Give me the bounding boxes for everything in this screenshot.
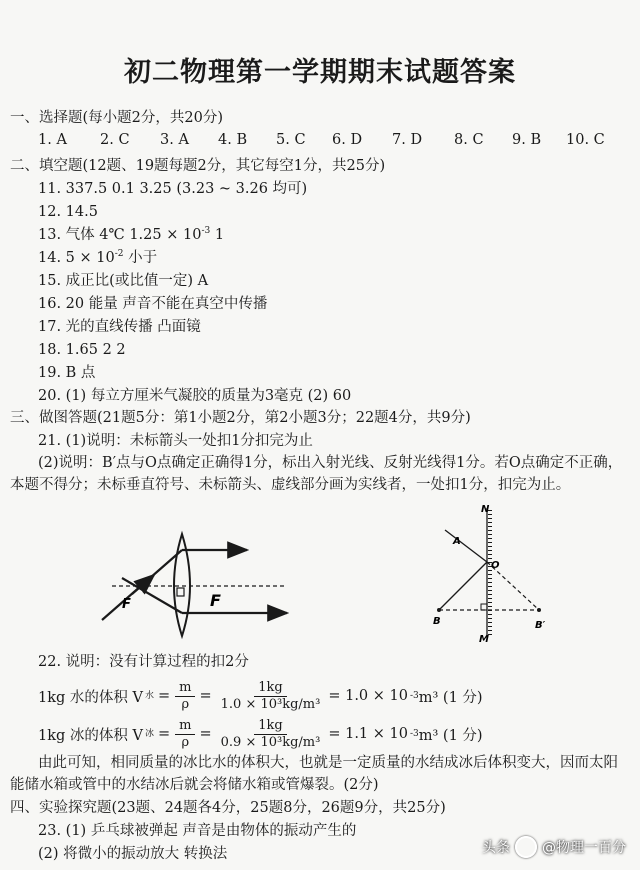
numerator: 1kg bbox=[254, 718, 286, 735]
fill-answer-14-tail: 小于 bbox=[123, 250, 158, 266]
q21-note-1: 21. (1)说明：未标箭头一处扣1分扣完为止 bbox=[38, 433, 313, 449]
unit-score: m³ (1 分) bbox=[418, 689, 483, 706]
fill-answer-12: 12. 14.5 bbox=[38, 204, 98, 220]
section-heading-experiment: 四、实验探究题(23题、24题各4分，25题8分，26题9分，共25分) bbox=[10, 800, 446, 816]
numerator: m bbox=[175, 680, 195, 697]
fraction-values bbox=[217, 680, 327, 713]
mirror-reflection-diagram bbox=[425, 500, 560, 650]
watermark-brand: 头条 bbox=[482, 840, 510, 856]
numerator: m bbox=[175, 718, 195, 735]
mc-answer: 6. D bbox=[332, 132, 363, 148]
equals: = bbox=[158, 726, 171, 742]
focus-label-left: F bbox=[122, 597, 131, 612]
q23-line-1: 23. (1) 乒乓球被弹起 声音是由物体的振动产生的 bbox=[38, 823, 357, 839]
section-heading-choice: 一、选择题(每小题2分，共20分) bbox=[10, 110, 223, 126]
q22-note: 22. 说明：没有计算过程的扣2分 bbox=[38, 654, 249, 670]
formula-prefix: 1kg 水的体积 V bbox=[38, 689, 143, 706]
exponent: -2 bbox=[114, 249, 124, 259]
label-b: B bbox=[433, 616, 441, 627]
fraction-values bbox=[217, 718, 327, 751]
q23-line-2: (2) 将微小的振动放大 转换法 bbox=[38, 846, 228, 862]
point-b-prime bbox=[537, 608, 541, 612]
mc-answer: 8. C bbox=[454, 132, 484, 148]
denominator: 1.0 × 10³kg/m³ bbox=[220, 696, 321, 712]
q22-conclusion: 由此可知，相同质量的冰比水的体积大，也就是一定质量的水结成冰后体积变大，因而太阳能储水箱或管中的水结冰后就会将储水箱或管爆裂。(2分) bbox=[10, 755, 618, 793]
mc-answer: 4. B bbox=[218, 132, 248, 148]
mc-answer: 7. D bbox=[392, 132, 423, 148]
result: = 1.0 × 10 bbox=[328, 688, 408, 704]
watermark-handle: @物理一百分 bbox=[542, 840, 626, 856]
label-a: A bbox=[453, 536, 461, 547]
label-b-prime: B′ bbox=[535, 620, 546, 631]
mc-answer: 1. A bbox=[38, 132, 67, 148]
incident-ray bbox=[439, 562, 487, 610]
denominator: 0.9 × 10³kg/m³ bbox=[220, 734, 321, 750]
watermark-logo-icon bbox=[515, 836, 537, 858]
equals: = bbox=[199, 688, 212, 704]
label-n: N bbox=[481, 504, 490, 515]
right-angle-mark bbox=[481, 604, 487, 610]
mc-answer: 10. C bbox=[566, 132, 605, 148]
mc-answer: 2. C bbox=[100, 132, 130, 148]
section-heading-fill: 二、填空题(12题、19题每题2分，其它每空1分，共25分) bbox=[10, 158, 386, 174]
convex-lens-diagram bbox=[92, 528, 297, 640]
exponent: -3 bbox=[201, 226, 211, 236]
mc-answer: 5. C bbox=[276, 132, 306, 148]
equals: = bbox=[158, 688, 171, 704]
fill-answer-20: 20. (1) 每立方厘米气凝胶的质量为3毫克 (2) 60 bbox=[38, 388, 352, 404]
fraction-m-rho bbox=[175, 680, 197, 713]
fill-answer-13-tail: 1 bbox=[210, 227, 225, 243]
fill-answer-13-text: 13. 气体 4℃ 1.25 × 10 bbox=[38, 227, 202, 243]
water-volume-formula: 1kg 水的体积 V 水 = $\frac{m}{\rho}$ = $\frac{1kg}{\text{1.0 × 10³kg/m³}}$ = 1.0 × 10 -3 m³ (1 分) bbox=[38, 679, 483, 712]
numerator: 1kg bbox=[254, 680, 286, 697]
denominator: ρ bbox=[181, 734, 190, 750]
fill-answer-18: 18. 1.65 2 2 bbox=[38, 342, 126, 358]
reflected-ray bbox=[445, 530, 487, 562]
fill-answer-13 bbox=[38, 225, 224, 245]
denominator: ρ bbox=[181, 696, 190, 712]
label-m: M bbox=[479, 634, 489, 645]
fill-answer-14 bbox=[38, 248, 157, 268]
ice-volume-formula: 1kg 冰的体积 V 冰 = $\frac{m}{\rho}$ = $\frac{1kg}{\text{0.9 × 10³kg/m³}}$ = 1.1 × 10 -3 m³ (1 分) bbox=[38, 717, 483, 750]
fill-answer-16: 16. 20 能量 声音不能在真空中传播 bbox=[38, 296, 268, 312]
fill-answer-11: 11. 337.5 0.1 3.25 (3.23 ~ 3.26 均可) bbox=[38, 181, 308, 197]
fill-answer-14-text: 14. 5 × 10 bbox=[38, 250, 115, 266]
formula-prefix: 1kg 冰的体积 V bbox=[38, 727, 143, 744]
watermark bbox=[482, 836, 626, 858]
section-heading-drawing: 三、做图答题(21题5分：第1小题2分，第2小题3分；22题4分，共9分) bbox=[10, 410, 471, 426]
equals: = bbox=[199, 726, 212, 742]
result: = 1.1 × 10 bbox=[328, 726, 408, 742]
fraction-m-rho bbox=[175, 718, 197, 751]
unit-score: m³ (1 分) bbox=[418, 727, 483, 744]
q21-note-2: (2)说明：B′点与O点确定正确得1分，标出入射光线、反射光线得1分。若O点确定不正确，本题不得分；未标垂直符号、未标箭头、虚线部分画为实线者，一处扣1分，扣完为止。 bbox=[10, 455, 623, 493]
focus-marker bbox=[177, 588, 184, 596]
mc-answer: 9. B bbox=[512, 132, 542, 148]
point-b bbox=[437, 608, 441, 612]
label-o: O bbox=[491, 560, 500, 571]
page-title: 初二物理第一学期期末试题答案 bbox=[124, 57, 516, 88]
fill-answer-17: 17. 光的直线传播 凸面镜 bbox=[38, 319, 201, 335]
mc-answer: 3. A bbox=[160, 132, 189, 148]
fill-answer-19: 19. B 点 bbox=[38, 365, 96, 381]
fill-answer-15: 15. 成正比(或比值一定) A bbox=[38, 273, 209, 289]
focus-label: F bbox=[210, 591, 221, 610]
